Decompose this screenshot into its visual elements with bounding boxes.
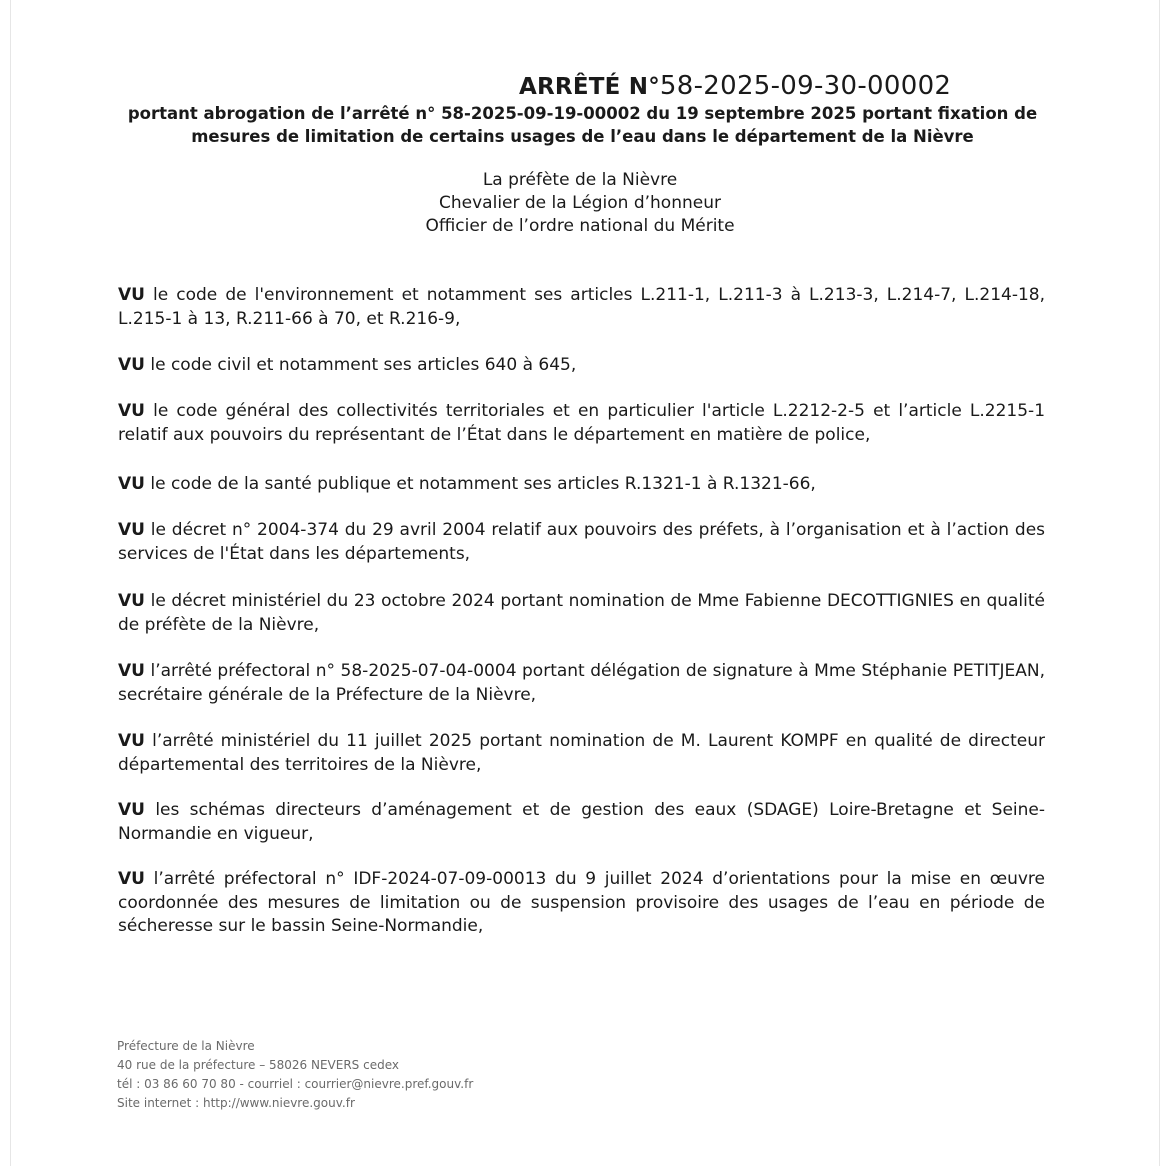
visa-text: le code général des collectivités territoriales et en particulier l'article L.2212-2-5 et l’article L.2215-1 relatif aux pouvoirs du représentant de l’État dans le département en matière de police,	[118, 401, 1046, 445]
visa-text: l’arrêté préfectoral n° IDF-2024-07-09-00013 du 9 juillet 2024 d’orientations pour la mise en œuvre coordonnée des mesures de limitation ou de suspension provisoire des usages de l’eau en période de sécheresse sur le bassin Seine-Normandie,	[118, 869, 1045, 936]
visa-text: le code de l'environnement et notamment ses articles L.211-1, L.211-3 à L.213-3, L.214-7, L.214-18, L.215-1 à 13, R.211-66 à 70, et R.216-9,	[118, 285, 1046, 329]
visa-prefix: VU	[118, 285, 145, 305]
subtitle-line: portant abrogation de l’arrêté n° 58-2025-09-19-00002 du 19 septembre 2025 portant fixation de	[127, 104, 1038, 123]
visa-paragraph	[118, 590, 1045, 637]
visa-prefix: VU	[118, 800, 145, 820]
visa-paragraph	[118, 799, 1045, 846]
footer-contact: tél : 03 86 60 70 80 - courriel : courrier@nievre.pref.gouv.fr	[117, 1077, 474, 1091]
footer-address: 40 rue de la préfecture – 58026 NEVERS cedex	[117, 1058, 399, 1072]
prefecture-footer	[117, 1037, 473, 1113]
visa-paragraph	[118, 473, 1045, 497]
footer-line: Préfecture de la Nièvre	[117, 1039, 255, 1053]
visa-paragraph	[118, 868, 1045, 939]
visa-prefix: VU	[118, 731, 145, 751]
visa-paragraph	[118, 284, 1045, 331]
visa-prefix: VU	[118, 474, 145, 494]
visa-paragraph	[118, 354, 1045, 378]
visa-paragraph	[118, 519, 1045, 566]
visa-prefix: VU	[118, 591, 145, 611]
visa-prefix: VU	[118, 401, 145, 421]
visa-text: le décret n° 2004-374 du 29 avril 2004 relatif aux pouvoirs des préfets, à l’organisation et à l’action des services de l'État dans les départements,	[118, 520, 1046, 564]
authority-line: La préfète de la Nièvre	[482, 170, 678, 190]
title-number: 58-2025-09-30-00002	[659, 71, 952, 101]
issuing-authority	[330, 169, 830, 238]
footer-website: Site internet : http://www.nievre.gouv.fr	[117, 1096, 355, 1110]
visa-text: le code de la santé publique et notamment ses articles R.1321-1 à R.1321-66,	[150, 474, 816, 494]
visa-paragraph	[118, 660, 1045, 707]
visa-text: l’arrêté ministériel du 11 juillet 2025 portant nomination de M. Laurent KOMPF en qualité de directeur départemental des territoires de la Nièvre,	[118, 731, 1045, 775]
visa-text: le code civil et notamment ses articles 640 à 645,	[150, 355, 577, 375]
authority-line: Officier de l’ordre national du Mérite	[425, 216, 735, 236]
document-subtitle	[120, 102, 1045, 148]
authority-line: Chevalier de la Légion d’honneur	[439, 193, 721, 213]
visa-prefix: VU	[118, 869, 145, 889]
visa-paragraph	[118, 400, 1045, 447]
subtitle-line: mesures de limitation de certains usages de l’eau dans le département de la Nièvre	[191, 127, 974, 146]
visa-text: l’arrêté préfectoral n° 58-2025-07-04-0004 portant délégation de signature à Mme Stéphanie PETITJEAN, secrétaire générale de la Préfecture de la Nièvre,	[118, 661, 1045, 705]
visa-prefix: VU	[118, 355, 145, 375]
visa-paragraph	[118, 730, 1045, 777]
title-label: ARRÊTÉ N°	[519, 74, 660, 100]
document-title	[519, 71, 951, 101]
visa-prefix: VU	[118, 661, 145, 681]
visa-text: les schémas directeurs d’aménagement et de gestion des eaux (SDAGE) Loire-Bretagne et Seine-Normandie en vigueur,	[118, 800, 1045, 844]
visa-prefix: VU	[118, 520, 145, 540]
visa-text: le décret ministériel du 23 octobre 2024 portant nomination de Mme Fabienne DECOTTIGNIES en qualité de préfète de la Nièvre,	[118, 591, 1046, 635]
